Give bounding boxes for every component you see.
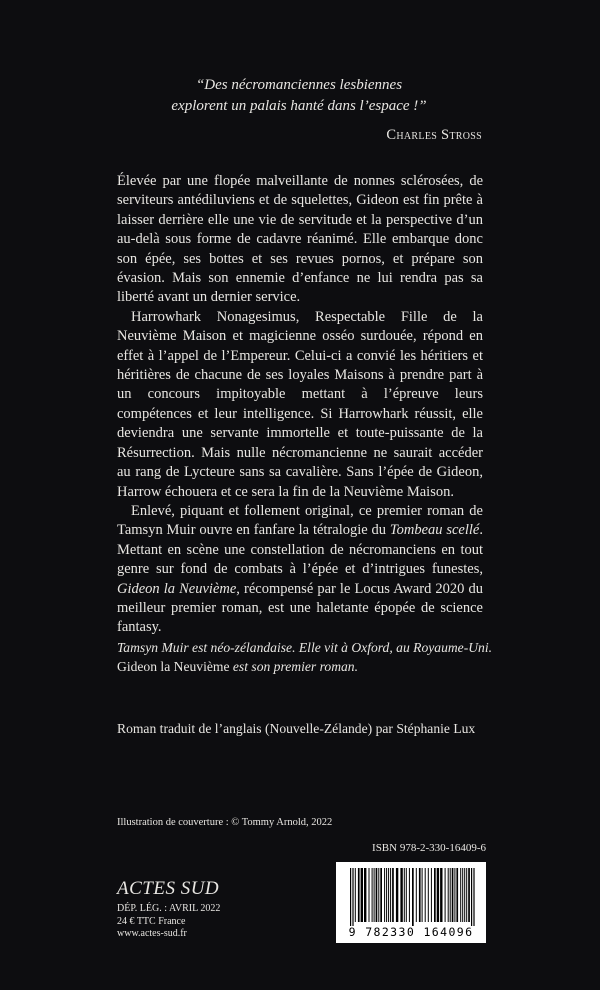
barcode — [336, 862, 486, 943]
isbn: ISBN 978-2-330-16409-6 — [372, 842, 486, 854]
barcode-bar — [400, 868, 402, 922]
barcode-bar — [374, 868, 375, 922]
barcode-bar — [396, 868, 398, 922]
barcode-bar — [386, 868, 387, 922]
barcode-bar — [380, 868, 382, 922]
barcode-bar — [466, 868, 467, 922]
barcode-bar — [431, 868, 432, 922]
barcode-bar — [388, 868, 389, 922]
quote-author: Charles Stross — [386, 127, 482, 143]
barcode-bar — [440, 868, 442, 922]
cover-credit: Illustration de couverture : © Tommy Arnold, 2022 — [117, 817, 333, 828]
barcode-bar — [450, 868, 451, 922]
bio-book-title: Gideon la Neuvième — [117, 659, 230, 674]
legal-deposit: DÉP. LÉG. : AVRIL 2022 — [117, 903, 221, 914]
barcode-bar — [434, 868, 436, 922]
translator-note: Roman traduit de l’anglais (Nouvelle-Zélande) par Stéphanie Lux — [117, 721, 476, 736]
blurb — [117, 172, 483, 638]
blurb-paragraph: Harrowhark Nonagesimus, Respectable Fille de la Neuvième Maison et magicienne osséo surdouée, répond en effet à l’appel de l’Empereur. Celui-ci a convié les héritiers et héritières de chacune de ses loyales Maisons à prendre part à un concours impitoyable mettant à l’épreuve leurs compétences et leur intelligence. Si Harrowhark réussit, elle deviendra une servante immortelle et toute-puissante de la Résurrection. Mais nulle nécromancienne ne saurait accéder au rang de Lycteure sans sa cavalière. Sans l’épée de Gideon, Harrow échouera et ce sera la fin de la Neuvième Maison. — [117, 308, 483, 500]
publisher-logo: ACTES SUD — [117, 878, 220, 899]
blurb-text: , récompensé par le Locus Award 2020 du meilleur premier roman, est une haletante épopée de science fantasy. — [117, 580, 483, 636]
barcode-bar — [412, 868, 414, 926]
price: 24 € TTC France — [117, 915, 186, 927]
barcode-bars — [336, 862, 486, 926]
blurb-text: Enlevé, piquant et follement original, ce premier roman de Tamsyn Muir ouvre en fanfare la tétralogie du — [117, 502, 483, 539]
quote-line: “Des nécromanciennes lesbiennes — [195, 77, 403, 93]
barcode-digits: 9 782330 164096 — [348, 925, 474, 939]
barcode-bar — [425, 868, 426, 922]
barcode-bar — [416, 868, 417, 922]
barcode-bar — [361, 868, 363, 922]
bio-line: Tamsyn Muir est néo-zélandaise. Elle vit à Oxford, au Royaume-Uni. — [117, 640, 493, 655]
barcode-bar — [364, 868, 366, 922]
barcode-bar — [445, 868, 446, 922]
barcode-bar — [406, 868, 407, 922]
barcode-bar — [422, 868, 423, 922]
barcode-bar — [468, 868, 470, 922]
barcode-bar — [462, 868, 463, 922]
barcode-bar — [464, 868, 465, 922]
barcode-bar — [352, 868, 353, 926]
quote — [116, 75, 482, 117]
barcode-bar — [384, 868, 385, 922]
barcode-bar — [454, 868, 455, 922]
barcode-bar — [355, 868, 356, 922]
series-title: Tombeau scellé — [389, 522, 480, 539]
blurb-paragraph: Élevée par une flopée malveillante de nonnes sclérosées, de serviteurs antédiluviens et de squelettes, Gideon est fin prête à laisser derrière elle une vie de servitude et la perspective d’un au-delà sous forme de cadavre réanimé. Elle embarque donc son épée, ses bottes et ses revues pornos, et prépare son évasion. Mais son ennemie d’enfance ne lui rendra pas sa liberté avant un dernier service. — [117, 173, 483, 306]
barcode-bar — [452, 868, 454, 922]
barcode-bar — [369, 868, 370, 922]
blurb-text: . Mettant en scène une constellation de nécromanciens en tout genre sur fond de combats à l’épée et d’intrigues funestes, — [117, 522, 483, 578]
barcode-bar — [437, 868, 439, 922]
website: www.actes-sud.fr — [117, 928, 187, 939]
barcode-bar — [409, 868, 410, 922]
quote-line: explorent un palais hanté dans l’espace !” — [171, 98, 427, 114]
barcode-bar — [448, 868, 449, 922]
bio-line: est son premier roman. — [229, 659, 359, 674]
author-bio — [117, 638, 497, 676]
blurb-paragraph — [117, 502, 483, 638]
barcode-bar — [456, 868, 458, 922]
barcode-bar — [390, 868, 391, 922]
barcode-bar — [428, 868, 429, 922]
barcode-bar — [419, 868, 421, 922]
barcode-bar — [358, 868, 360, 922]
barcode-bar — [376, 868, 378, 922]
book-title: Gideon la Neuvième — [117, 580, 237, 597]
publication-info — [117, 903, 220, 941]
barcode-bar — [473, 868, 474, 926]
barcode-bar — [392, 868, 394, 922]
barcode-bar — [350, 868, 351, 926]
barcode-bar — [460, 868, 461, 922]
barcode-bar — [404, 868, 405, 922]
barcode-bar — [372, 868, 373, 922]
barcode-bar — [471, 868, 472, 926]
barcode-bar — [378, 868, 379, 922]
